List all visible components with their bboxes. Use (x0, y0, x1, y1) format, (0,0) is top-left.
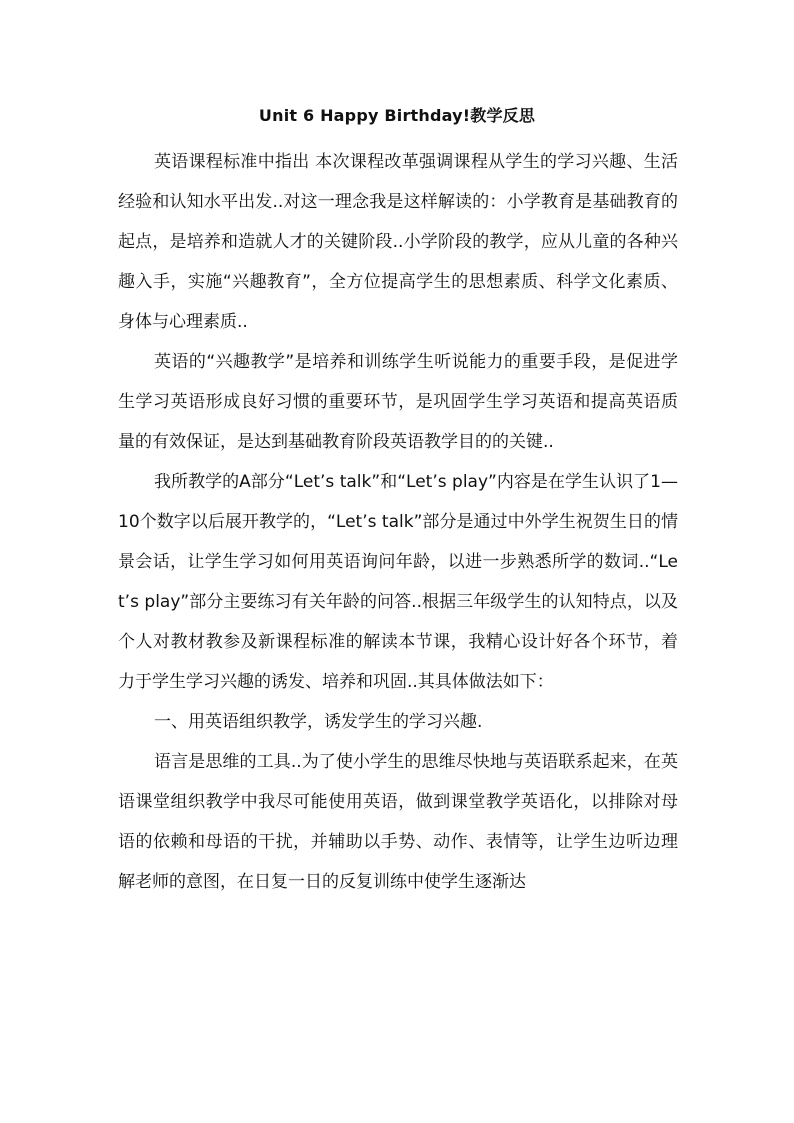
document-body (118, 142, 678, 902)
paragraph-4: 一、用英语组织教学，诱发学生的学习兴趣. (154, 712, 483, 732)
paragraph-2: 英语的“兴趣教学”是培养和训练学生听说能力的重要手段，是促进学生学习英语形成良好习惯的重要环节，是巩固学生学习英语和提高英语质量的有效保证，是达到基础教育阶段英语教学目的的关键.. (118, 352, 678, 452)
paragraph-5: 语言是思维的工具..为了使小学生的思维尽快地与英语联系起来，在英语课堂组织教学中我尽可能使用英语，做到课堂教学英语化，以排除对母语的依赖和母语的干扰，并辅助以手势、动作、表情等，让学生边听边理解老师的意图，在日复一日的反复训练中使学生逐渐达 (118, 752, 678, 892)
paragraph-1: 英语课程标准中指出 本次课程改革强调课程从学生的学习兴趣、生活经验和认知水平出发..对这一理念我是这样解读的：小学教育是基础教育的起点，是培养和造就人才的关键阶段..小学阶段的教学，应从儿童的各种兴趣入手，实施“兴趣教育”，全方位提高学生的思想素质、科学文化素质、身体与心理素质.. (118, 152, 678, 332)
paragraph-3: 我所教学的A部分“Let’s talk”和“Let’s play”内容是在学生认识了1—10个数字以后展开教学的，“Let’s talk”部分是通过中外学生祝贺生日的情景会话，让学生学习如何用英语询问年龄，以进一步熟悉所学的数词..“Let’s play”部分主要练习有关年龄的问答..根据三年级学生的认知特点，以及个人对教材教参及新课程标准的解读本节课，我精心设计好各个环节，着力于学生学习兴趣的诱发、培养和巩固..其具体做法如下： (118, 472, 678, 692)
document-title: Unit 6 Happy Birthday!教学反思 (258, 106, 536, 125)
